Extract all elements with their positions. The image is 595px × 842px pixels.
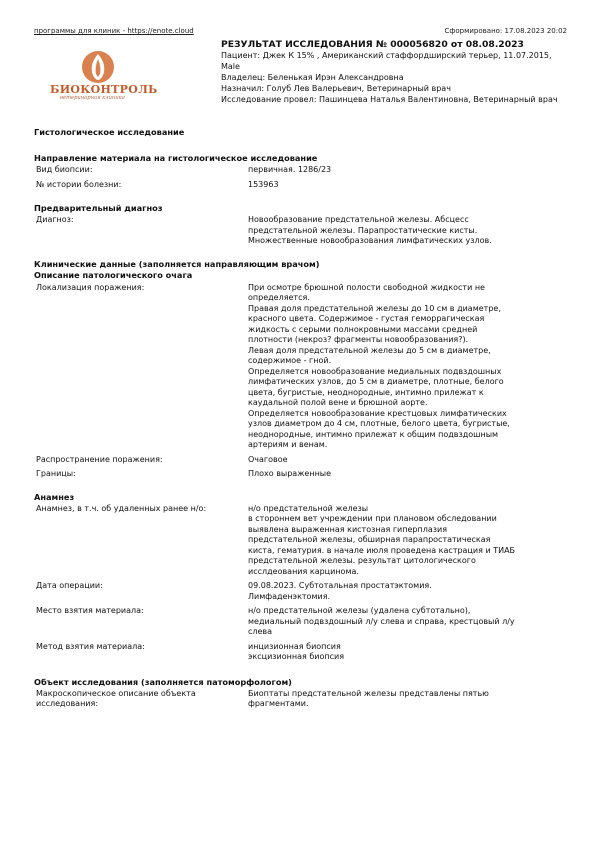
referral-section [34, 165, 574, 190]
doc-title: Гистологическое исследование [34, 127, 185, 137]
clinic-logo-icon [78, 50, 118, 84]
field-label: Макроскопическое описание объекта исследования: [36, 688, 196, 708]
clinical-section-subtitle: Описание патологического очага [34, 269, 193, 280]
field-value: Очаговое [248, 454, 288, 464]
field-row [34, 504, 574, 578]
report-header [221, 39, 571, 105]
performed-info: Исследование провел: Пашинцева Наталья Валентиновна, Ветеринарный врач [221, 95, 558, 104]
field-value: 09.08.2023. Субтотальная простатэктомия. Лимфаденэктомия. [248, 581, 432, 601]
field-label: № истории болезни: [36, 179, 122, 189]
field-label: Место взятия материала: [36, 606, 144, 615]
field-label: Метод взятия материала: [36, 641, 145, 651]
field-value: Биоптаты предстательной железы представлены пятью фрагментами. [248, 688, 489, 708]
owner-info: Владелец: Беленькая Ирэн Александровна [221, 73, 404, 82]
field-value: Новообразование предстательной железы. Абсцесс предстательной железы. Парапростатические кисты. Множественные новообразования лимфатических узлов. [248, 215, 492, 245]
patient-info: Пациент: Джек К 15% , Американский стаффордширский терьер, 11.07.2015, Male [221, 51, 552, 71]
field-value: Плохо выраженные [248, 469, 332, 478]
field-label: Границы: [36, 469, 76, 478]
clinical-section-title: Клинические данные (заполняется направляющим врачом) [34, 258, 320, 269]
field-row [34, 455, 574, 466]
report-title: РЕЗУЛЬТАТ ИССЛЕДОВАНИЯ № 000056820 от 08.08.2023 [221, 39, 524, 50]
field-row [34, 180, 574, 191]
field-label: Вид биопсии: [36, 165, 93, 174]
clinic-logo-subtitle: ветеринарная клиника [60, 95, 125, 101]
field-value: первичная. 1286/23 [248, 165, 332, 174]
field-row [34, 642, 574, 663]
field-label: Дата операции: [36, 581, 103, 590]
field-value: При осмотре брюшной полости свободной жидкости не определяется. Правая доля предстательной железы до 10 см в диаметре, красного цвета. Содержимое - густая геморрагическая жидкость с серыми полнокровными массами средней плотности (некроз? фрагменты новообразования?). Левая доля предстательной железы до 5 см в диаметре, содержимое - гной. Определяется новообразование медиальных подвздошных лимфатических узлов, до 5 см в диаметре, плотные, белого цвета, бугристые, неоднородные, интимно прилежат к каудальной полой вене и брюшной аорте. Определяется новообразование крестцовых лимфатических узлов диаметром до 4 см, плотные, белого цвета, бугристые, неоднородные, интимно прилежат к общим подвздошным артериям и венам. [248, 282, 510, 449]
field-label: Локализация поражения: [36, 282, 145, 292]
field-row [34, 215, 574, 247]
referral-section-title: Направление материала на гистологическое исследование [34, 153, 318, 163]
field-row [34, 606, 574, 638]
field-value: н/о предстательной железы в стороннем вет учреждении при плановом обследовании выявлена выраженная кистозная гиперплазия предстательной железы, обширная парапростатическая киста, гематурия. в начале июля проведена кастрация и ТИАБ предстательной железы. результат цитологического исслдеования карцинома. [248, 503, 516, 576]
field-value: инцизионная биопсия эксцизионная биопсия [248, 641, 344, 661]
field-label: Распространение поражения: [36, 454, 163, 464]
object-section-title: Объект исследования (заполняется патоморфологом) [34, 676, 292, 687]
field-row [34, 581, 574, 602]
field-row [34, 689, 574, 710]
prelim-section-title: Предварительный диагноз [34, 203, 163, 213]
field-value: 153963 [248, 179, 279, 189]
assigned-info: Назначил: Голуб Лев Валерьевич, Ветеринарный врач [221, 84, 451, 93]
field-row [34, 165, 574, 176]
field-label: Анамнез, в т.ч. об удаленных ранее н/о: [36, 503, 207, 513]
generated-timestamp: Сформировано: 17.08.2023 20:02 [444, 27, 567, 35]
field-value: н/о предстательной железы (удалена субтотально), медиальный подвздошный л/у слева и справа, крестцовый л/у слева [248, 606, 515, 636]
field-label: Диагноз: [36, 215, 74, 224]
field-row [34, 469, 574, 480]
clinic-logo [50, 50, 158, 110]
clinic-logo-name: БИОКОНТРОЛЬ [50, 83, 158, 96]
anamnesis-section-title: Анамнез [34, 491, 75, 502]
report-content [34, 127, 574, 710]
enote-link[interactable]: программы для клиник - https://enote.cloud [34, 27, 194, 35]
field-row [34, 283, 574, 451]
